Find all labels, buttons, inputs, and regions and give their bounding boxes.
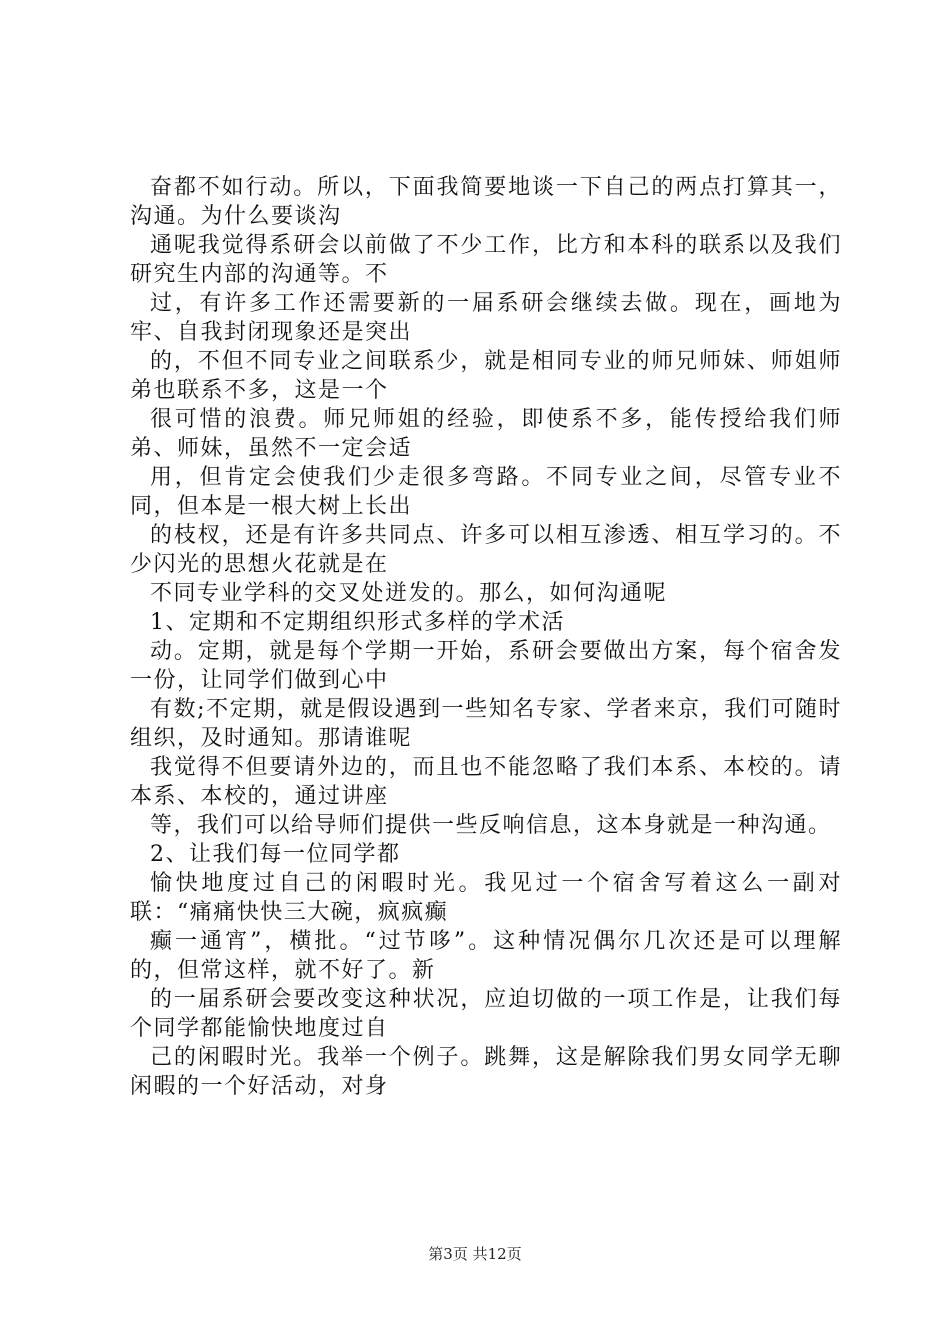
- paragraph: 1、定期和不定期组织形式多样的学术活: [150, 610, 565, 635]
- paragraph: 癫一通宵”，横批。“过节哆”。这种情况偶尔几次还是可以理解的，但常这样，就不好了。新: [130, 929, 842, 983]
- body-text: [130, 173, 842, 1101]
- paragraph: 通呢我觉得系研会以前做了不少工作，比方和本科的联系以及我们研究生内部的沟通等。不: [130, 233, 842, 287]
- paragraph: 己的闲暇时光。我举一个例子。跳舞，这是解除我们男女同学无聊闲暇的一个好活动，对身: [130, 1045, 842, 1099]
- paragraph: 的，不但不同专业之间联系少，就是相同专业的师兄师妹、师姐师弟也联系不多，这是一个: [130, 349, 842, 403]
- paragraph: 2、让我们每一位同学都: [150, 842, 401, 867]
- paragraph: 我觉得不但要请外边的，而且也不能忽略了我们本系、本校的。请本系、本校的，通过讲座: [130, 755, 842, 809]
- paragraph: 的一届系研会要改变这种状况，应迫切做的一项工作是，让我们每个同学都能愉快地度过自: [130, 987, 842, 1041]
- paragraph: 用，但肯定会使我们少走很多弯路。不同专业之间，尽管专业不同，但本是一根大树上长出: [130, 465, 842, 519]
- paragraph: 的枝杈，还是有许多共同点、许多可以相互渗透、相互学习的。不少闪光的思想火花就是在: [130, 523, 842, 577]
- paragraph: 动。定期，就是每个学期一开始，系研会要做出方案，每个宿舍发一份，让同学们做到心中: [130, 639, 842, 693]
- paragraph: 不同专业学科的交叉处迸发的。那么，如何沟通呢: [150, 581, 668, 606]
- paragraph: 有数;不定期，就是假设遇到一些知名专家、学者来京，我们可随时组织，及时通知。那请谁呢: [130, 697, 842, 751]
- paragraph: 等，我们可以给导师们提供一些反响信息，这本身就是一种沟通。: [150, 813, 832, 838]
- paragraph: 过，有许多工作还需要新的一届系研会继续去做。现在，画地为牢、自我封闭现象还是突出: [130, 291, 842, 345]
- page-footer: 第3页 共12页: [428, 1245, 522, 1263]
- paragraph: 奋都不如行动。所以，下面我简要地谈一下自己的两点打算其一，沟通。为什么要谈沟: [130, 175, 842, 229]
- paragraph: 很可惜的浪费。师兄师姐的经验，即使系不多，能传授给我们师弟、师妹，虽然不一定会适: [130, 407, 842, 461]
- paragraph: 愉快地度过自己的闲暇时光。我见过一个宿舍写着这么一副对联：“痛痛快快三大碗，疯疯癫: [130, 871, 842, 925]
